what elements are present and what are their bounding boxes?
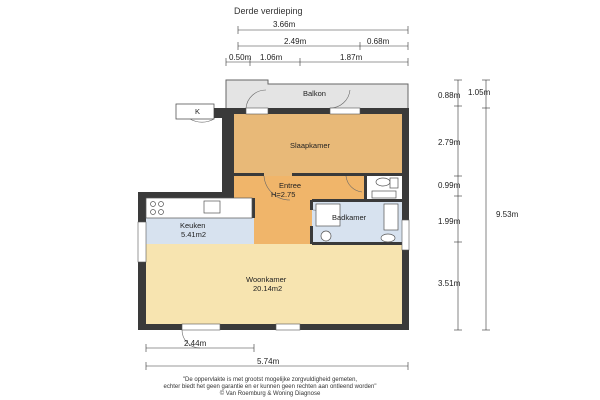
dim-right-e: 1.99m xyxy=(438,217,461,226)
bottom-dimensions xyxy=(146,339,408,370)
dim-right-b: 1.05m xyxy=(468,88,491,97)
disclaimer xyxy=(164,377,377,397)
hall-label: Entree xyxy=(279,181,302,190)
bedroom-label: Slaapkamer xyxy=(290,141,331,150)
dim-top-low-b: 1.06m xyxy=(260,53,283,62)
balcony xyxy=(226,80,408,108)
dim-right-c: 2.79m xyxy=(438,138,461,147)
living-room-area: 20.14m2 xyxy=(253,284,283,293)
dim-bottom-a: 2.44m xyxy=(184,339,207,348)
plan-title: Derde verdieping xyxy=(234,6,303,16)
dim-top-total: 3.66m xyxy=(273,20,296,29)
dim-right-a: 0.88m xyxy=(438,91,461,100)
disclaimer-line-2: echter biedt het geen garantie en er kunnen geen rechten aan ontleend worden" xyxy=(163,384,377,390)
kitchen-label: Keuken xyxy=(180,221,206,230)
hall-height: H=2.75 xyxy=(271,190,296,199)
storage-label: K xyxy=(195,107,201,116)
disclaimer-line-3: © Van Roemburg & Woning Diagnose xyxy=(219,391,321,397)
top-dimensions xyxy=(226,20,408,66)
storage-k xyxy=(176,104,222,122)
bathroom-label: Badkamer xyxy=(332,213,367,222)
dim-top-low-a: 0.50m xyxy=(229,53,252,62)
dim-right-f: 9.53m xyxy=(496,210,519,219)
right-dimensions xyxy=(438,80,519,330)
dim-top-mid-a: 2.49m xyxy=(284,37,307,46)
disclaimer-line-1: "De oppervlakte is met grootst mogelijke zorgvuldigheid gemeten, xyxy=(182,377,358,383)
dim-right-d: 0.99m xyxy=(438,181,461,190)
dim-top-low-c: 1.87m xyxy=(340,53,363,62)
dim-right-g: 3.51m xyxy=(438,279,461,288)
dim-top-mid-b: 0.68m xyxy=(367,37,390,46)
living-room-label: Woonkamer xyxy=(246,275,287,284)
dim-bottom-b: 5.74m xyxy=(257,357,280,366)
kitchen-area: 5.41m2 xyxy=(181,230,207,239)
balcony-label: Balkon xyxy=(303,89,326,98)
